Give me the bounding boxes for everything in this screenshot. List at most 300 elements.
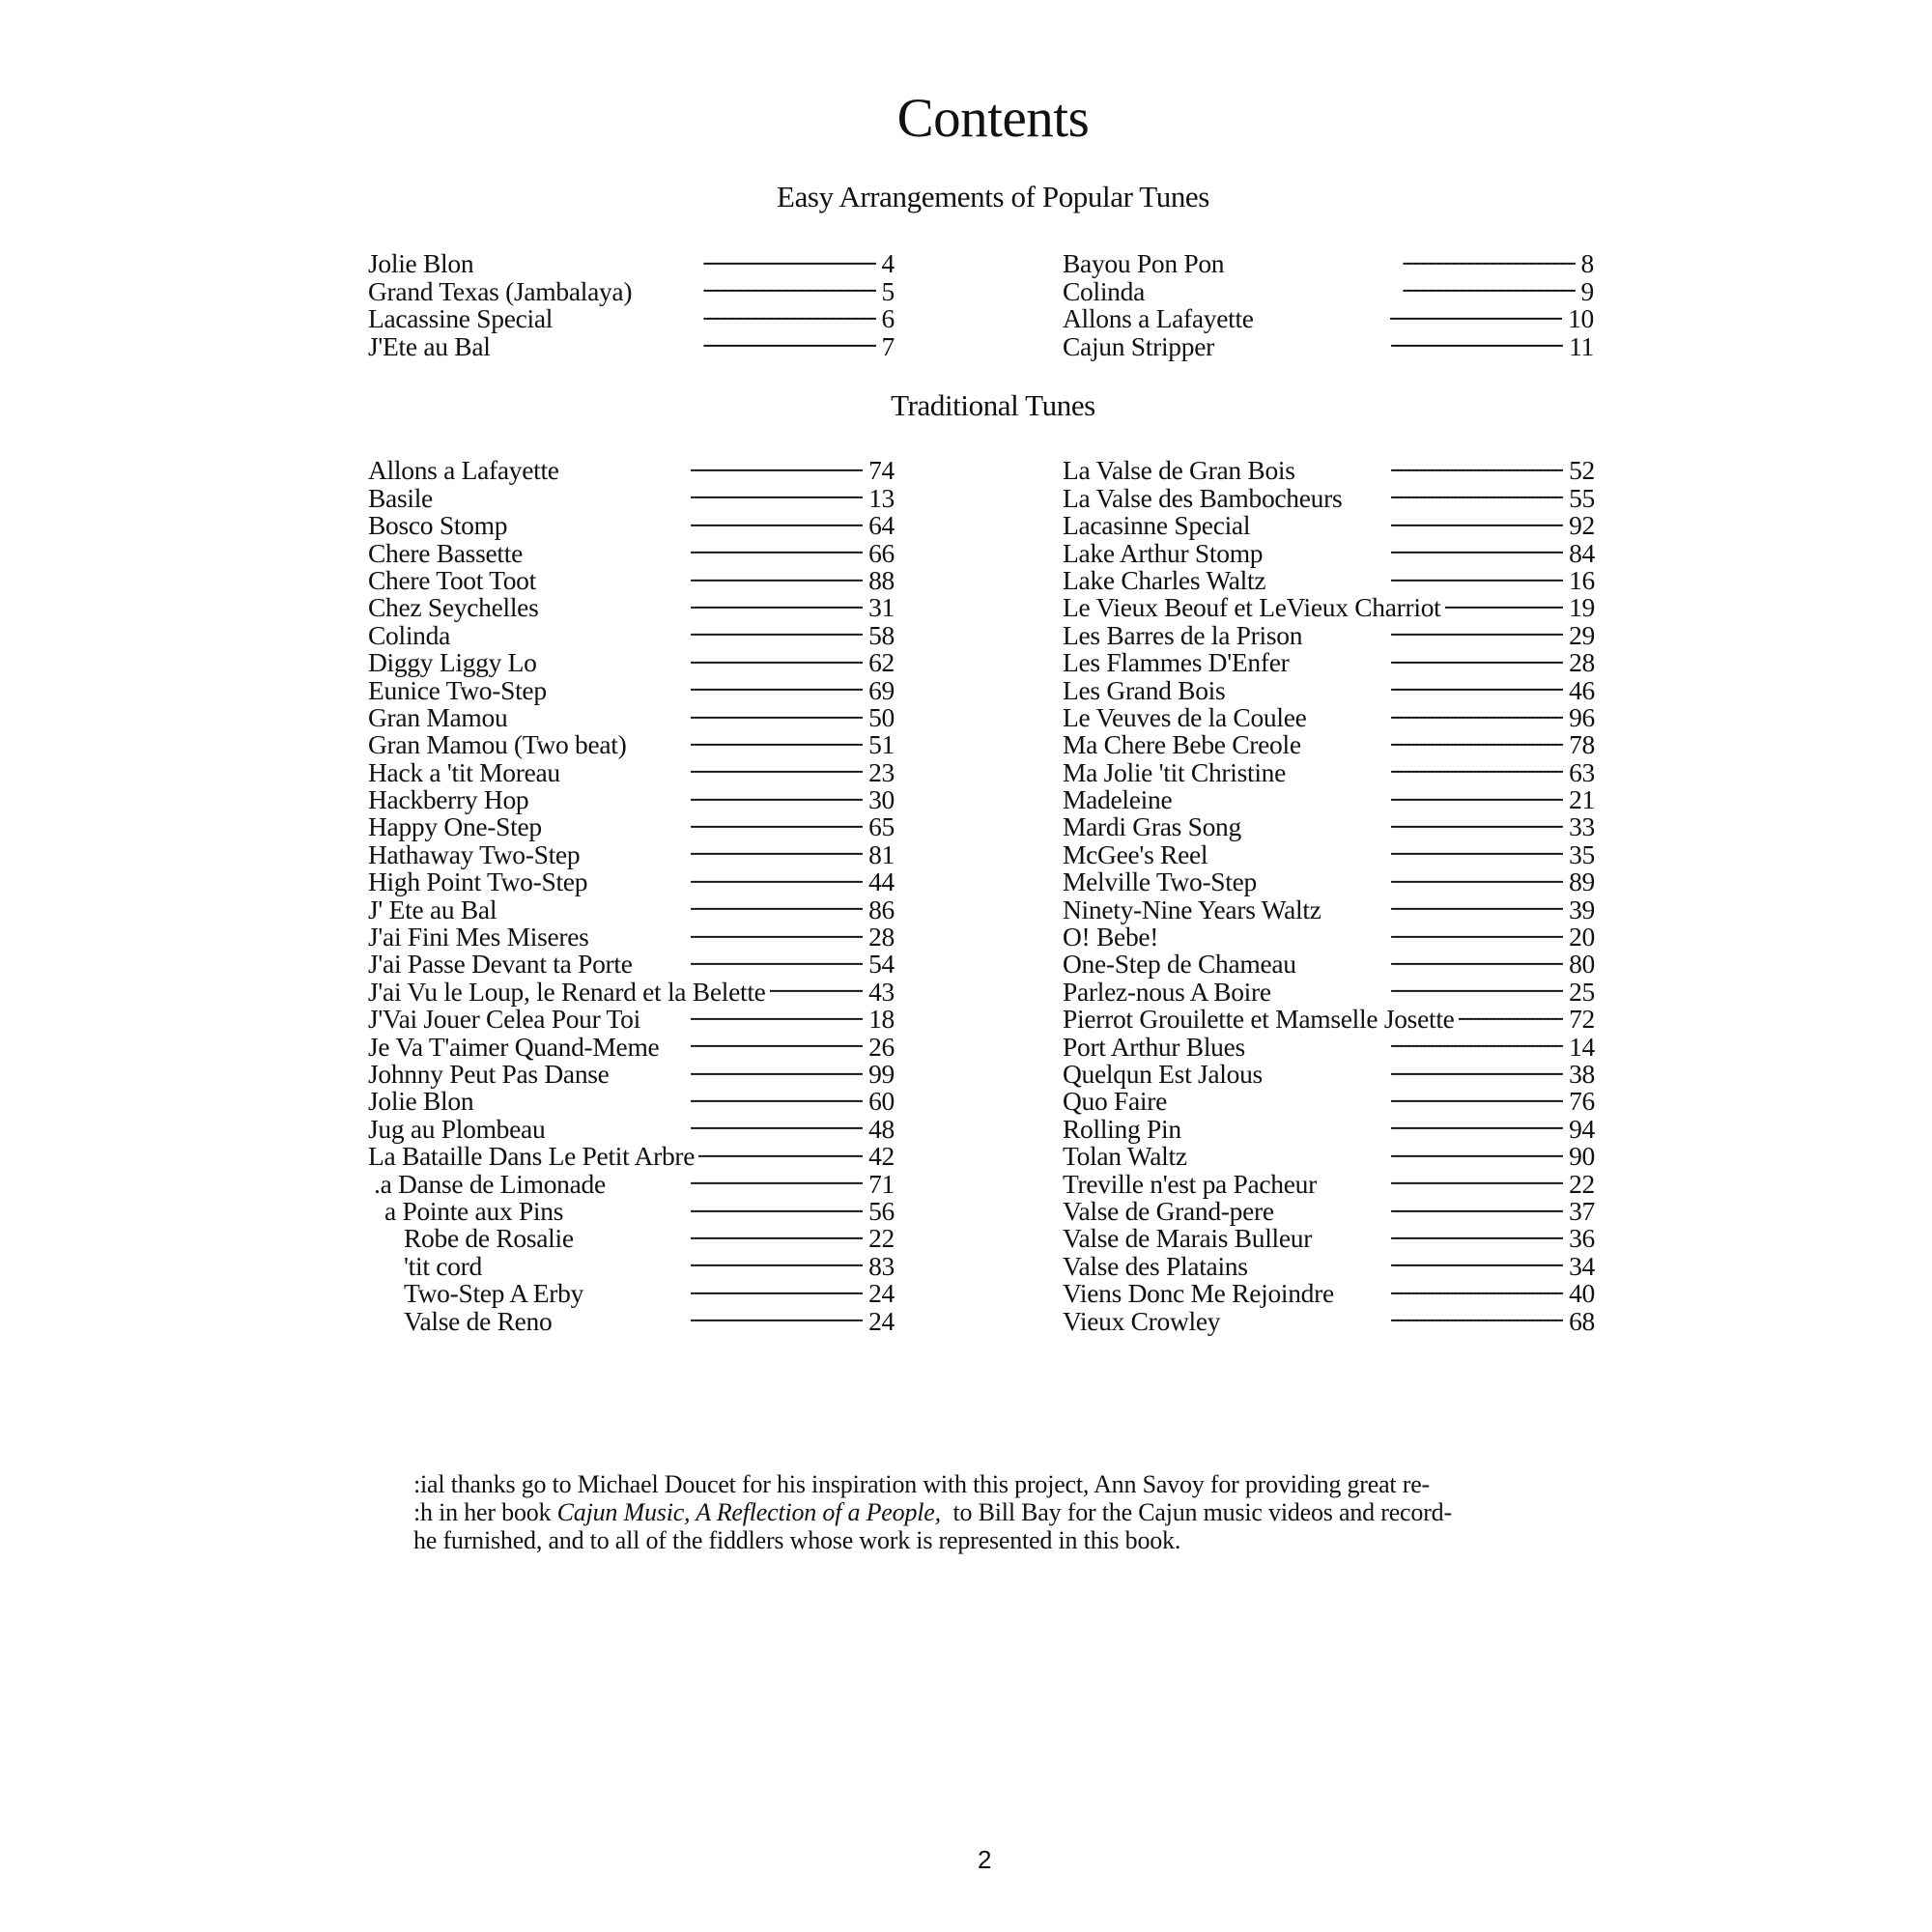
dot-leader (1311, 699, 1564, 726)
toc-entry (1063, 507, 1595, 541)
toc-entry-title: J' Ete au Bal (368, 894, 497, 924)
toc-entry-page: 26 (868, 1031, 895, 1062)
toc-entry-page: 90 (1569, 1141, 1595, 1172)
toc-entry (368, 1138, 895, 1172)
toc-entry-page: 81 (868, 838, 895, 869)
section-heading-traditional: Traditional Tunes (891, 388, 1095, 422)
toc-entry-page: 36 (1569, 1223, 1595, 1254)
toc-entry-title: Tolan Waltz (1063, 1141, 1187, 1172)
toc-entry-title: Cajun Stripper (1063, 330, 1214, 361)
dot-leader (1290, 753, 1563, 781)
dot-leader (511, 507, 863, 534)
dot-leader (583, 836, 863, 863)
toc-entry (368, 300, 895, 334)
toc-entry-page: 24 (868, 1278, 895, 1309)
toc-entry (1063, 726, 1595, 760)
toc-entry-page: 16 (1569, 564, 1595, 595)
toc-entry (368, 781, 895, 815)
toc-entry (368, 973, 895, 1007)
toc-entry-title: Diggy Liggy Lo (368, 647, 537, 678)
toc-entry-page: 51 (868, 729, 895, 760)
toc-entry-title: Colinda (368, 619, 450, 650)
acknowledgements-line: :ial thanks go to Michael Doucet for his inspiration with this project, Ann Savoy for providing great re- (413, 1470, 1431, 1498)
toc-entry-page: 30 (868, 784, 895, 815)
toc-entry-title: Lacassine Special (368, 303, 554, 334)
toc-entry (1063, 245, 1594, 279)
toc-entry (1063, 1247, 1595, 1281)
toc-entry (1063, 1193, 1595, 1226)
dot-leader (1316, 1220, 1563, 1247)
toc-entry (1063, 1110, 1595, 1144)
toc-entry-title: One-Step de Chameau (1063, 949, 1296, 980)
toc-entry (368, 891, 895, 924)
toc-entry (368, 726, 895, 760)
toc-entry-title: Valse de Reno (404, 1305, 553, 1336)
toc-entry-title: Chere Bassette (368, 537, 523, 568)
toc-entry-title: Ma Jolie 'tit Christine (1063, 756, 1287, 787)
dot-leader (663, 1028, 863, 1055)
toc-entry-title: Je Va T'aimer Quand-Meme (368, 1031, 660, 1062)
toc-entry (1063, 753, 1595, 787)
toc-entry (1063, 946, 1595, 980)
toc-entry-page: 20 (1569, 922, 1595, 952)
dot-leader (591, 864, 863, 891)
toc-entry-page: 35 (1569, 838, 1595, 869)
toc-entry-page: 24 (868, 1305, 895, 1336)
dot-leader (1445, 589, 1564, 616)
dot-leader (578, 1220, 863, 1247)
toc-entry (368, 946, 895, 980)
dot-leader (1266, 534, 1563, 561)
toc-entry-page: 33 (1569, 811, 1595, 842)
toc-entry-page: 22 (1569, 1168, 1595, 1199)
dot-leader (1254, 507, 1563, 534)
toc-entry-title: Les Flammes D'Enfer (1063, 647, 1290, 678)
toc-entry (1063, 479, 1595, 513)
toc-entry-title: Grand Texas (Jambalaya) (368, 275, 633, 306)
toc-entry-page: 94 (1569, 1113, 1595, 1144)
toc-entry-title: Johnny Peut Pas Danse (368, 1058, 610, 1089)
toc-entry-title: Parlez-nous A Boire (1063, 976, 1271, 1007)
toc-entry-page: 22 (868, 1223, 895, 1254)
toc-entry (368, 327, 895, 361)
dot-leader (551, 671, 863, 698)
toc-entry-page: 80 (1569, 949, 1595, 980)
toc-entry (368, 1247, 895, 1281)
toc-entry (1063, 1165, 1595, 1199)
toc-entry (368, 1220, 895, 1254)
dot-leader (610, 1165, 863, 1192)
dot-leader (477, 245, 875, 272)
toc-entry-title: a Pointe aux Pins (384, 1195, 564, 1226)
dot-leader (636, 272, 875, 299)
toc-entry-page: 18 (868, 1004, 895, 1035)
toc-entry-title: Eunice Two-Step (368, 674, 547, 705)
dot-leader (1252, 1247, 1563, 1274)
acknowledgements (413, 1470, 1611, 1554)
toc-entry-page: 64 (868, 510, 895, 541)
toc-entry-title: Gran Mamou (Two beat) (368, 729, 627, 760)
toc-entry-page: 54 (868, 949, 895, 980)
dot-leader (1275, 973, 1563, 1000)
toc-entry-page: 42 (868, 1141, 895, 1172)
toc-entry-page: 92 (1569, 510, 1595, 541)
toc-entry (368, 589, 895, 623)
dot-leader (1185, 1110, 1563, 1137)
dot-leader (495, 327, 876, 355)
toc-entry (368, 1302, 895, 1336)
toc-entry (1063, 891, 1595, 924)
toc-entry-title: Ma Chere Bebe Creole (1063, 729, 1301, 760)
toc-entry (1063, 1302, 1595, 1336)
easy-list-left (368, 245, 895, 361)
dot-leader (1266, 1056, 1563, 1083)
toc-entry-title: Rolling Pin (1063, 1113, 1181, 1144)
dot-leader (555, 1302, 863, 1329)
toc-entry (368, 562, 895, 595)
toc-entry-page: 8 (1580, 248, 1594, 279)
toc-entry (368, 507, 895, 541)
dot-leader (477, 1083, 863, 1110)
dot-leader (541, 644, 864, 671)
toc-entry-title: Les Barres de la Prison (1063, 619, 1303, 650)
toc-entry-title: Valse des Platains (1063, 1250, 1248, 1281)
toc-entry (1063, 452, 1595, 486)
toc-entry-title: Quo Faire (1063, 1086, 1168, 1117)
toc-entry (1063, 616, 1595, 650)
toc-entry-title: J'Vai Jouer Celea Pour Toi (368, 1004, 640, 1035)
toc-entry (1063, 534, 1595, 568)
toc-entry-title: Basile (368, 482, 433, 513)
toc-entry (1063, 1028, 1595, 1062)
toc-entry (1063, 836, 1595, 869)
toc-entry-page: 37 (1569, 1195, 1595, 1226)
toc-entry-title: Lacasinne Special (1063, 510, 1251, 541)
toc-entry-title: La Valse des Bambocheurs (1063, 482, 1343, 513)
toc-entry-page: 99 (868, 1058, 895, 1089)
dot-leader (526, 534, 863, 561)
toc-entry-title: Le Vieux Beouf et LeVieux Charriot (1063, 592, 1441, 623)
dot-leader (454, 616, 863, 643)
toc-entry (1063, 919, 1595, 952)
toc-entry-title: Le Veuves de la Coulee (1063, 701, 1307, 732)
toc-entry (1063, 300, 1594, 334)
dot-leader (1300, 946, 1563, 973)
dot-leader (511, 699, 863, 726)
toc-entry-page: 28 (1569, 647, 1595, 678)
traditional-list-left (368, 452, 895, 1336)
toc-entry-title: Quelqun Est Jalous (1063, 1058, 1263, 1089)
dot-leader (556, 300, 875, 327)
toc-entry-page: 65 (868, 811, 895, 842)
toc-entry-page: 71 (868, 1168, 895, 1199)
toc-entry-page: 55 (1569, 482, 1595, 513)
dot-leader (563, 452, 863, 479)
toc-entry-title: Hack a 'tit Moreau (368, 756, 560, 787)
toc-entry (1063, 1001, 1595, 1035)
toc-entry-page: 38 (1569, 1058, 1595, 1089)
toc-entry-title: Jolie Blon (368, 248, 474, 279)
toc-entry-title: Pierrot Grouilette et Mamselle Josette (1063, 1004, 1455, 1035)
toc-entry-title: Gran Mamou (368, 701, 508, 732)
toc-entry (368, 452, 895, 486)
dot-leader (1171, 1083, 1563, 1110)
toc-entry (1063, 1138, 1595, 1172)
dot-leader (437, 479, 863, 506)
dot-leader (1293, 644, 1563, 671)
dot-leader (1228, 245, 1575, 272)
toc-entry (1063, 1275, 1595, 1309)
dot-leader (1191, 1138, 1563, 1165)
dot-leader (542, 589, 863, 616)
toc-entry-page: 9 (1580, 275, 1594, 306)
toc-entry-title: Colinda (1063, 275, 1145, 306)
toc-entry-page: 40 (1569, 1278, 1595, 1309)
toc-entry (368, 1165, 895, 1199)
toc-entry-page: 68 (1569, 1305, 1595, 1336)
book-title: Cajun Music, A Reflection of a People, (556, 1498, 941, 1526)
toc-entry-title: La Valse de Gran Bois (1063, 455, 1295, 486)
dot-leader (567, 1193, 863, 1220)
dot-leader (540, 562, 863, 589)
toc-entry-page: 86 (868, 894, 895, 924)
toc-entry (368, 699, 895, 732)
toc-entry-page: 78 (1569, 729, 1595, 760)
dot-leader (1245, 809, 1563, 836)
toc-entry-page: 62 (868, 647, 895, 678)
toc-entry-page: 63 (1569, 756, 1595, 787)
toc-entry (1063, 671, 1595, 705)
toc-entry-title: Jug au Plombeau (368, 1113, 546, 1144)
toc-entry (1063, 1083, 1595, 1117)
dot-leader (1306, 616, 1563, 643)
dot-leader (1346, 479, 1563, 506)
toc-entry-title: High Point Two-Step (368, 867, 588, 897)
toc-entry (368, 245, 895, 279)
toc-entry-title: Vieux Crowley (1063, 1305, 1221, 1336)
toc-entry-page: 4 (881, 248, 895, 279)
toc-entry-title: Allons a Lafayette (368, 455, 559, 486)
toc-entry (368, 534, 895, 568)
toc-entry (368, 1193, 895, 1226)
toc-entry (368, 644, 895, 678)
dot-leader (637, 946, 863, 973)
toc-entry-page: 89 (1569, 867, 1595, 897)
toc-entry-page: 13 (868, 482, 895, 513)
easy-list-right (1063, 245, 1594, 361)
dot-leader (1162, 919, 1563, 946)
toc-entry-title: J'Ete au Bal (368, 330, 491, 361)
toc-entry-title: Madeleine (1063, 784, 1173, 815)
toc-entry-page: 19 (1569, 592, 1595, 623)
toc-entry (368, 272, 895, 306)
dot-leader (1258, 300, 1562, 327)
toc-entry-page: 96 (1569, 701, 1595, 732)
toc-entry-page: 39 (1569, 894, 1595, 924)
toc-entry-page: 7 (881, 330, 895, 361)
toc-entry-page: 21 (1569, 784, 1595, 815)
dot-leader (630, 726, 863, 753)
toc-entry (368, 1275, 895, 1309)
dot-leader (1305, 726, 1563, 753)
toc-entry-page: 72 (1569, 1004, 1595, 1035)
toc-entry-title: Lake Arthur Stomp (1063, 537, 1264, 568)
toc-entry-page: 74 (868, 455, 895, 486)
toc-entry (1063, 272, 1594, 306)
toc-entry-page: 69 (868, 674, 895, 705)
toc-entry (1063, 781, 1595, 815)
dot-leader (613, 1056, 864, 1083)
toc-entry-title: J'ai Fini Mes Miseres (368, 922, 589, 952)
toc-entry (1063, 1056, 1595, 1089)
toc-entry-title: Jolie Blon (368, 1086, 474, 1117)
toc-entry-page: 76 (1569, 1086, 1595, 1117)
dot-leader (564, 753, 863, 781)
dot-leader (644, 1001, 863, 1028)
toc-entry-title: Valse de Marais Bulleur (1063, 1223, 1313, 1254)
toc-entry (1063, 562, 1595, 595)
toc-entry-title: 'tit cord (404, 1250, 482, 1281)
toc-entry (368, 1028, 895, 1062)
dot-leader (1325, 891, 1563, 918)
toc-entry-page: 5 (881, 275, 895, 306)
dot-leader (770, 973, 864, 1000)
toc-entry-title: La Bataille Dans Le Petit Arbre (368, 1141, 696, 1172)
toc-entry (368, 919, 895, 952)
toc-entry-page: 14 (1569, 1031, 1595, 1062)
dot-leader (698, 1138, 863, 1165)
page-number: 2 (978, 1845, 992, 1874)
toc-entry-page: 28 (868, 922, 895, 952)
traditional-list-right (1063, 452, 1595, 1336)
toc-entry-page: 23 (868, 756, 895, 787)
toc-entry-title: Port Arthur Blues (1063, 1031, 1245, 1062)
acknowledgements-line: he furnished, and to all of the fiddlers whose work is represented in this book. (413, 1526, 1181, 1554)
toc-entry-title: Happy One-Step (368, 811, 542, 842)
dot-leader (1321, 1165, 1563, 1192)
toc-entry-title: J'ai Passe Devant ta Porte (368, 949, 633, 980)
toc-entry (1063, 644, 1595, 678)
toc-entry-title: Chere Toot Toot (368, 564, 536, 595)
toc-entry (1063, 809, 1595, 842)
toc-entry (368, 479, 895, 513)
page-title: Contents (896, 88, 1090, 149)
toc-entry-title: Mardi Gras Song (1063, 811, 1241, 842)
acknowledgements-line (413, 1498, 1611, 1526)
toc-entry-title: Bayou Pon Pon (1063, 248, 1225, 279)
dot-leader (532, 781, 863, 809)
toc-entry-page: 52 (1569, 455, 1595, 486)
toc-entry-page: 46 (1569, 674, 1595, 705)
toc-entry-title: Chez Seychelles (368, 592, 539, 623)
dot-leader (1278, 1193, 1563, 1220)
dot-leader (1459, 1001, 1564, 1028)
toc-entry-title: Two-Step A Erby (404, 1278, 584, 1309)
dot-leader (1249, 1028, 1563, 1055)
toc-entry-title: O! Bebe! (1063, 922, 1159, 952)
toc-entry-page: 43 (868, 976, 895, 1007)
toc-entry (368, 864, 895, 897)
toc-entry-page: 44 (868, 867, 895, 897)
toc-entry-page: 48 (868, 1113, 895, 1144)
acknowledgements-text: to Bill Bay for the Cajun music videos and record- (940, 1498, 1452, 1526)
toc-entry-page: 50 (868, 701, 895, 732)
toc-entry-title: Lake Charles Waltz (1063, 564, 1266, 595)
toc-entry-title: Les Grand Bois (1063, 674, 1226, 705)
toc-entry (1063, 1220, 1595, 1254)
dot-leader (486, 1247, 863, 1274)
toc-entry-title: Hathaway Two-Step (368, 838, 581, 869)
dot-leader (500, 891, 863, 918)
toc-entry-title: Viens Donc Me Rejoindre (1063, 1278, 1334, 1309)
dot-leader (1176, 781, 1563, 809)
toc-entry-page: 29 (1569, 619, 1595, 650)
toc-entry (1063, 589, 1595, 623)
toc-entry (1063, 327, 1594, 361)
toc-entry-title: Treville n'est pa Pacheur (1063, 1168, 1317, 1199)
dot-leader (549, 1110, 863, 1137)
toc-entry (368, 753, 895, 787)
dot-leader (587, 1275, 863, 1302)
toc-entry (368, 671, 895, 705)
toc-entry-page: 56 (868, 1195, 895, 1226)
dot-leader (1218, 327, 1563, 355)
dot-leader (1211, 836, 1563, 863)
dot-leader (1299, 452, 1563, 479)
toc-entry-page: 34 (1569, 1250, 1595, 1281)
toc-entry-page: 60 (868, 1086, 895, 1117)
toc-entry-title: McGee's Reel (1063, 838, 1208, 869)
toc-entry-title: Allons a Lafayette (1063, 303, 1254, 334)
toc-entry (368, 616, 895, 650)
toc-entry-title: .a Danse de Limonade (374, 1168, 606, 1199)
toc-entry-title: Robe de Rosalie (404, 1223, 574, 1254)
dot-leader (593, 919, 864, 946)
toc-entry (368, 1001, 895, 1035)
toc-entry (368, 809, 895, 842)
toc-entry-page: 11 (1569, 330, 1594, 361)
toc-entry-title: Ninety-Nine Years Waltz (1063, 894, 1321, 924)
toc-entry-page: 31 (868, 592, 895, 623)
toc-entry-title: J'ai Vu le Loup, le Renard et la Belette (368, 976, 766, 1007)
dot-leader (546, 809, 863, 836)
toc-entry-page: 10 (1568, 303, 1594, 334)
section-heading-easy: Easy Arrangements of Popular Tunes (777, 180, 1209, 213)
toc-entry-page: 25 (1569, 976, 1595, 1007)
toc-entry-title: Bosco Stomp (368, 510, 508, 541)
toc-entry (1063, 699, 1595, 732)
toc-entry-page: 6 (881, 303, 895, 334)
toc-entry (368, 1083, 895, 1117)
acknowledgements-text: :h in her book (413, 1498, 557, 1526)
dot-leader (1338, 1275, 1563, 1302)
dot-leader (1261, 864, 1563, 891)
toc-entry (368, 1056, 895, 1089)
toc-entry-title: Melville Two-Step (1063, 867, 1257, 897)
toc-entry (1063, 864, 1595, 897)
dot-leader (1269, 562, 1563, 589)
toc-entry-title: Valse de Grand-pere (1063, 1195, 1274, 1226)
toc-entry-page: 83 (868, 1250, 895, 1281)
toc-entry-page: 84 (1569, 537, 1595, 568)
dot-leader (1149, 272, 1576, 299)
toc-entry (368, 1110, 895, 1144)
dot-leader (1229, 671, 1563, 698)
toc-entry-page: 88 (868, 564, 895, 595)
toc-entry (368, 836, 895, 869)
dot-leader (1224, 1302, 1563, 1329)
toc-entry-page: 58 (868, 619, 895, 650)
